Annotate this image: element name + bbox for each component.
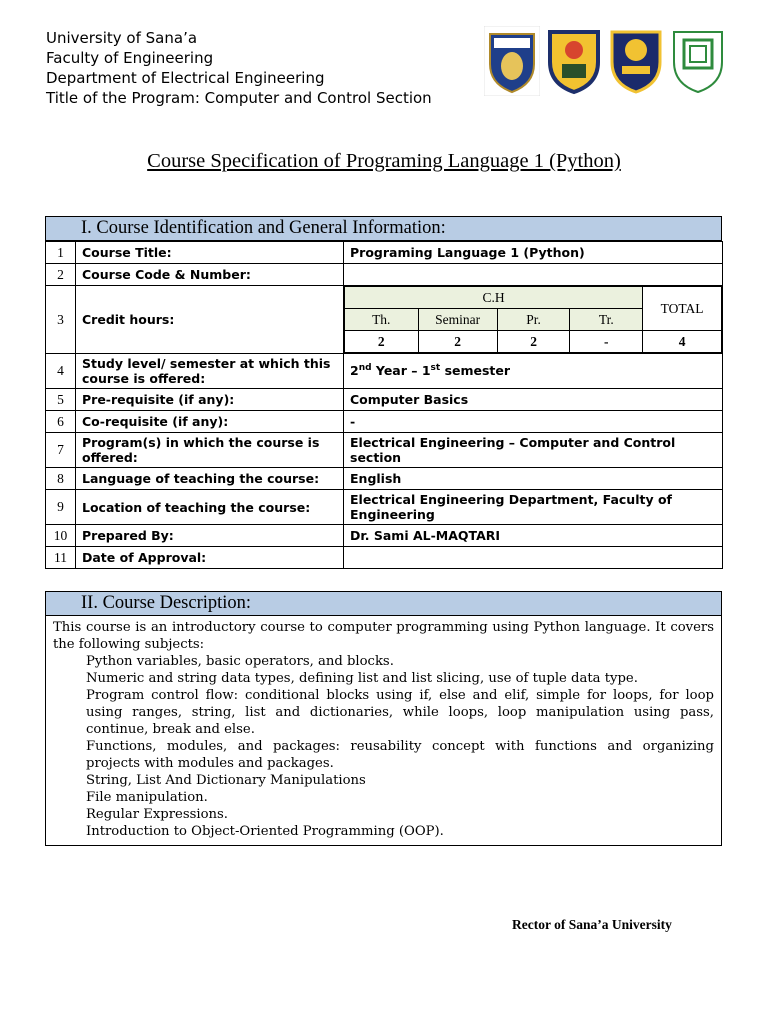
section2-heading: II. Course Description: bbox=[45, 591, 722, 616]
total-value: 4 bbox=[643, 331, 722, 353]
table-row: 8 Language of teaching the course: English bbox=[46, 468, 723, 490]
table-row: 11 Date of Approval: bbox=[46, 547, 723, 569]
credit-hours-cell bbox=[344, 286, 723, 354]
table-row: 9 Location of teaching the course: Electrical Engineering Department, Faculty of Engineering bbox=[46, 490, 723, 525]
section1-heading: I. Course Identification and General Information: bbox=[45, 216, 722, 241]
seminar-header: Seminar bbox=[418, 309, 497, 331]
list-item: Introduction to Object-Oriented Programming (OOP). bbox=[86, 824, 444, 839]
document-header bbox=[46, 28, 432, 108]
rector-signature: Rector of Sana’a University bbox=[512, 917, 672, 932]
table-row: 5 Pre-requisite (if any): Computer Basics bbox=[46, 389, 723, 411]
description-intro: This course is an introductory course to computer programming using Python language. It covers the following subjects: bbox=[53, 620, 714, 652]
university-name: University of Sana’a bbox=[46, 29, 198, 47]
course-info-table bbox=[45, 241, 723, 569]
practical-header: Pr. bbox=[497, 309, 570, 331]
theory-header: Th. bbox=[345, 309, 419, 331]
training-header: Tr. bbox=[570, 309, 643, 331]
credit-hours-table bbox=[344, 286, 722, 353]
department-name: Department of Electrical Engineering bbox=[46, 69, 325, 87]
list-item: Program control flow: conditional blocks using if, else and elif, simple for loops, for loop using ranges, string, list and dictionaries, while loops, loop manipulation using pass, continue, break and else. bbox=[86, 688, 714, 737]
seminar-value: 2 bbox=[418, 331, 497, 353]
table-row: 6 Co-requisite (if any): - bbox=[46, 411, 723, 433]
total-header: TOTAL bbox=[643, 287, 722, 331]
list-item: File manipulation. bbox=[86, 790, 208, 805]
training-value: - bbox=[570, 331, 643, 353]
practical-value: 2 bbox=[497, 331, 570, 353]
ch-header: C.H bbox=[345, 287, 643, 309]
table-row: 10 Prepared By: Dr. Sami AL-MAQTARI bbox=[46, 525, 723, 547]
description-body bbox=[45, 616, 722, 846]
sanaa-university-logo bbox=[546, 26, 602, 96]
table-row: 1 Course Title: Programing Language 1 (Python) bbox=[46, 242, 723, 264]
list-item: Python variables, basic operators, and blocks. bbox=[86, 654, 394, 669]
document-title: Course Specification of Programing Language 1 (Python) bbox=[147, 150, 621, 172]
table-row: 7 Program(s) in which the course is offered: Electrical Engineering – Computer and Control section bbox=[46, 433, 723, 468]
university-shield-logo bbox=[484, 26, 540, 96]
engineering-faculty-logo bbox=[608, 26, 664, 96]
table-row: 4 Study level/ semester at which this course is offered: 2nd Year – 1st semester bbox=[46, 354, 723, 389]
theory-value: 2 bbox=[345, 331, 419, 353]
course-identification-section bbox=[45, 216, 722, 569]
table-row: 3 Credit hours: C.H TOTAL Th. Seminar Pr. Tr. 2 2 2 - 4 bbox=[46, 286, 723, 354]
department-logo bbox=[670, 26, 726, 96]
list-item: Numeric and string data types, defining list and list slicing, use of tuple data type. bbox=[86, 671, 638, 686]
list-item: Regular Expressions. bbox=[86, 807, 229, 822]
program-title: Title of the Program: Computer and Control Section bbox=[46, 89, 432, 107]
list-item: String, List And Dictionary Manipulations bbox=[86, 773, 366, 788]
course-description-section bbox=[45, 591, 722, 846]
list-item: Functions, modules, and packages: reusability concept with functions and organizing projects with modules and packages. bbox=[86, 739, 714, 771]
study-level-value: 2nd Year – 1st semester bbox=[344, 354, 723, 389]
logos-strip bbox=[484, 26, 722, 98]
table-row: 2 Course Code & Number: bbox=[46, 264, 723, 286]
faculty-name: Faculty of Engineering bbox=[46, 49, 214, 67]
